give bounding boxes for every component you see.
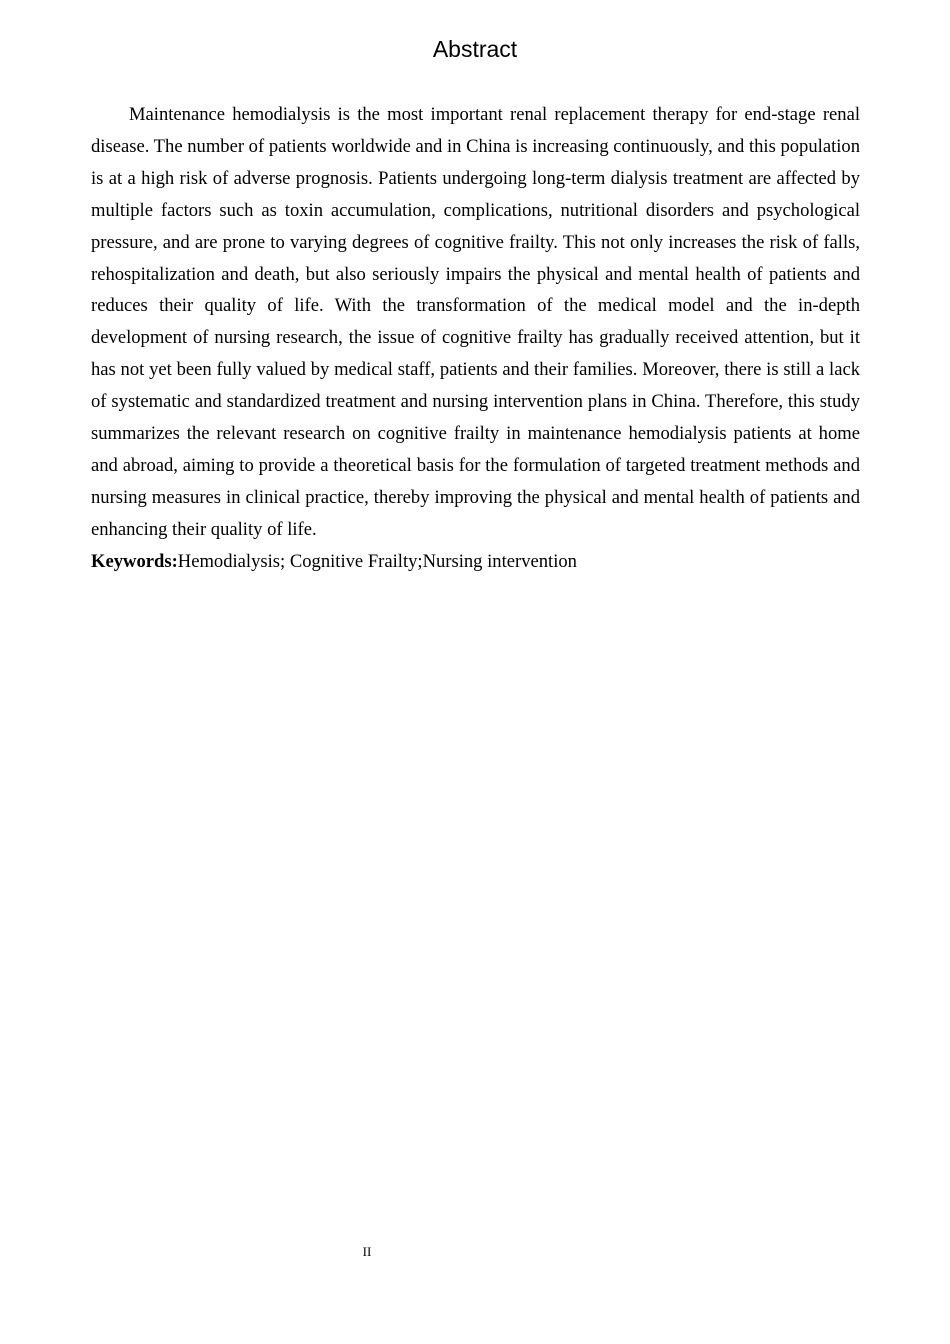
keywords-value: Hemodialysis; Cognitive Frailty;Nursing intervention [177,551,577,572]
abstract-paragraph: Maintenance hemodialysis is the most important renal replacement therapy for end-stage renal disease. The number of patients worldwide and in China is increasing continuously, and this population is at a high risk of adverse prognosis. Patients undergoing long-term dialysis treatment are affected by multiple factors such as toxin accumulation, complications, nutritional disorders and psychological pressure, and are prone to varying degrees of cognitive frailty. This not only increases the risk of falls, rehospitalization and death, but also seriously impairs the physical and mental health of patients and reduces their quality of life. With the transformation of the medical model and the in-depth development of nursing research, the issue of cognitive frailty has gradually received attention, but it has not yet been fully valued by medical staff, patients and their families. Moreover, there is still a lack of systematic and standardized treatment and nursing intervention plans in China. Therefore, this study summarizes the relevant research on cognitive frailty in maintenance hemodialysis patients at home and abroad, aiming to provide a theoretical basis for the formulation of targeted treatment methods and nursing measures in clinical practice, thereby improving the physical and mental health of patients and enhancing their quality of life. [91,104,860,540]
keywords-label: Keywords: [91,551,178,572]
keywords-line [91,546,860,578]
page-number: II [362,1244,372,1259]
abstract-title: Abstract [432,36,518,62]
